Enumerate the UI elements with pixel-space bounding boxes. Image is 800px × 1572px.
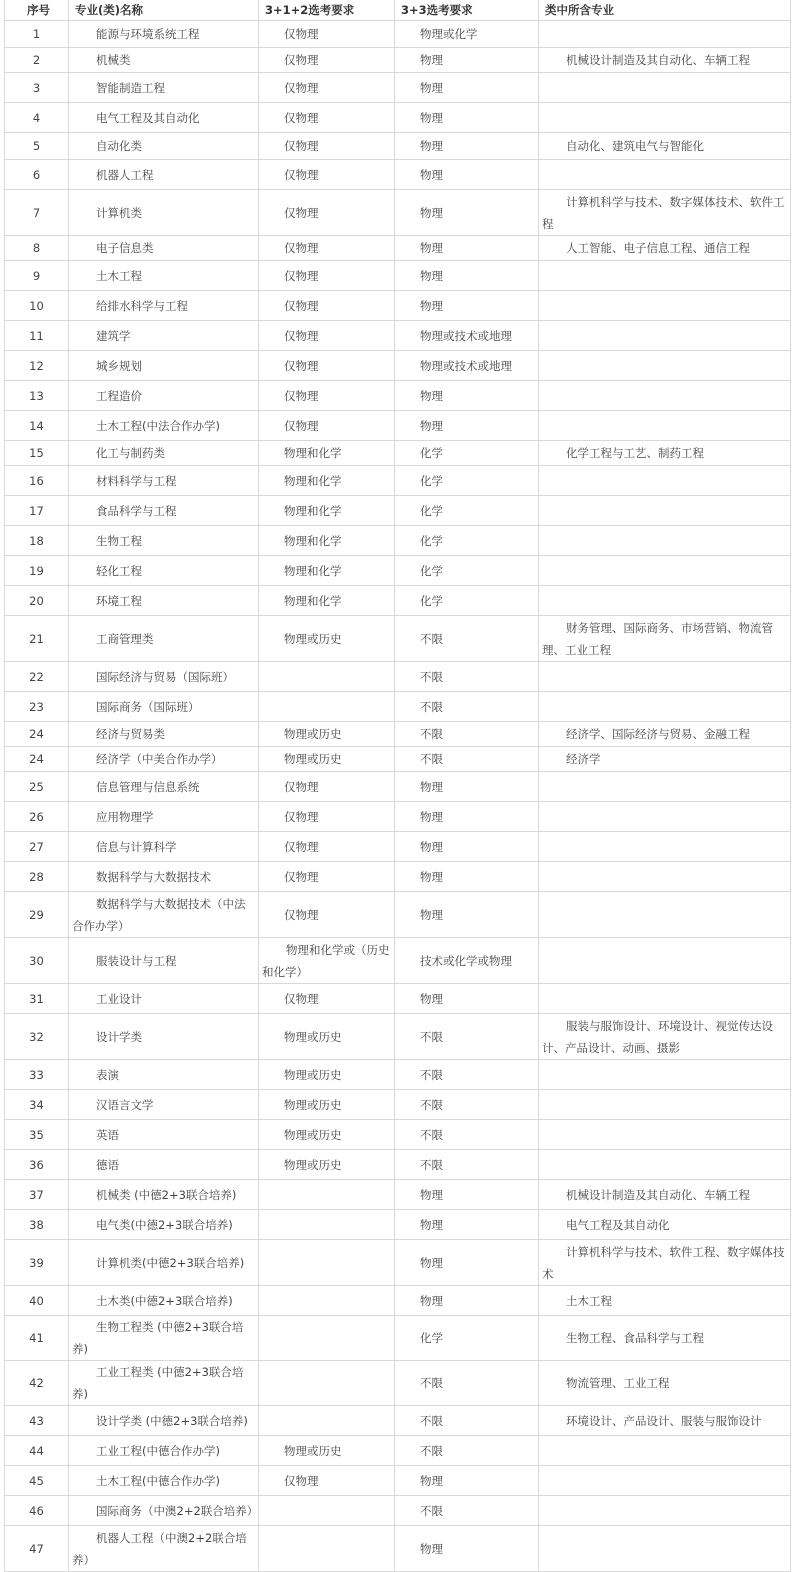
header-312-requirement: 3+1+2选考要求 — [259, 0, 395, 21]
cell-included-majors — [539, 556, 791, 586]
header-index: 序号 — [5, 0, 69, 21]
table-row — [5, 616, 791, 662]
cell-included-majors — [539, 938, 791, 984]
table-row — [5, 381, 791, 411]
cell-312-requirement: 物理和化学 — [259, 586, 395, 616]
cell-included-majors — [539, 586, 791, 616]
cell-major-name: 电气工程及其自动化 — [69, 103, 259, 133]
cell-index: 23 — [5, 692, 69, 722]
cell-33-requirement: 物理 — [395, 411, 539, 441]
cell-major-name: 设计学类 (中德2+3联合培养) — [69, 1406, 259, 1436]
cell-included-majors — [539, 321, 791, 351]
cell-included-majors — [539, 496, 791, 526]
table-row — [5, 1240, 791, 1286]
cell-312-requirement: 仅物理 — [259, 48, 395, 73]
cell-major-name: 智能制造工程 — [69, 73, 259, 103]
cell-index: 33 — [5, 1060, 69, 1090]
cell-312-requirement: 物理或历史 — [259, 1436, 395, 1466]
cell-major-name: 电气类(中德2+3联合培养) — [69, 1210, 259, 1240]
cell-33-requirement: 物理 — [395, 1180, 539, 1210]
cell-major-name: 国际商务（中澳2+2联合培养） — [69, 1496, 259, 1526]
cell-index: 34 — [5, 1090, 69, 1120]
table-row — [5, 160, 791, 190]
cell-33-requirement: 物理 — [395, 984, 539, 1014]
table-row — [5, 351, 791, 381]
cell-33-requirement: 物理 — [395, 103, 539, 133]
cell-312-requirement: 仅物理 — [259, 802, 395, 832]
cell-312-requirement: 物理或历史 — [259, 616, 395, 662]
cell-index: 28 — [5, 862, 69, 892]
cell-included-majors — [539, 1060, 791, 1090]
table-row — [5, 832, 791, 862]
cell-major-name: 自动化类 — [69, 133, 259, 160]
cell-312-requirement: 仅物理 — [259, 411, 395, 441]
cell-312-requirement: 物理或历史 — [259, 1120, 395, 1150]
cell-major-name: 英语 — [69, 1120, 259, 1150]
cell-included-majors — [539, 1466, 791, 1496]
cell-major-name: 工业工程(中德合作办学) — [69, 1436, 259, 1466]
cell-312-requirement: 仅物理 — [259, 73, 395, 103]
cell-index: 5 — [5, 133, 69, 160]
cell-included-majors — [539, 772, 791, 802]
cell-included-majors — [539, 1120, 791, 1150]
table-row — [5, 73, 791, 103]
cell-312-requirement: 物理和化学 — [259, 441, 395, 466]
cell-33-requirement: 化学 — [395, 496, 539, 526]
cell-included-majors — [539, 984, 791, 1014]
cell-312-requirement: 物理和化学 — [259, 526, 395, 556]
cell-33-requirement: 物理 — [395, 1526, 539, 1572]
cell-major-name: 计算机类(中德2+3联合培养) — [69, 1240, 259, 1286]
cell-major-name: 国际商务（国际班） — [69, 692, 259, 722]
table-row — [5, 133, 791, 160]
cell-major-name: 计算机类 — [69, 190, 259, 236]
cell-included-majors: 计算机科学与技术、数字媒体技术、软件工程 — [539, 190, 791, 236]
cell-33-requirement: 化学 — [395, 466, 539, 496]
cell-included-majors — [539, 802, 791, 832]
cell-33-requirement: 物理 — [395, 892, 539, 938]
cell-33-requirement: 物理 — [395, 133, 539, 160]
cell-312-requirement: 物理或历史 — [259, 747, 395, 772]
cell-312-requirement: 物理或历史 — [259, 1150, 395, 1180]
cell-index: 17 — [5, 496, 69, 526]
cell-33-requirement: 不限 — [395, 1406, 539, 1436]
cell-33-requirement: 物理 — [395, 236, 539, 261]
cell-major-name: 设计学类 — [69, 1014, 259, 1060]
table-row — [5, 261, 791, 291]
table-row — [5, 722, 791, 747]
cell-major-name: 给排水科学与工程 — [69, 291, 259, 321]
cell-major-name: 表演 — [69, 1060, 259, 1090]
cell-33-requirement: 化学 — [395, 441, 539, 466]
table-row — [5, 556, 791, 586]
cell-33-requirement: 物理或技术或地理 — [395, 321, 539, 351]
cell-33-requirement: 不限 — [395, 1014, 539, 1060]
cell-major-name: 机械类 (中德2+3联合培养) — [69, 1180, 259, 1210]
cell-index: 9 — [5, 261, 69, 291]
cell-included-majors — [539, 692, 791, 722]
cell-index: 25 — [5, 772, 69, 802]
cell-included-majors: 自动化、建筑电气与智能化 — [539, 133, 791, 160]
cell-major-name: 土木工程(中法合作办学) — [69, 411, 259, 441]
table-row — [5, 1406, 791, 1436]
cell-index: 3 — [5, 73, 69, 103]
cell-included-majors — [539, 1526, 791, 1572]
cell-major-name: 机械类 — [69, 48, 259, 73]
cell-major-name: 化工与制药类 — [69, 441, 259, 466]
cell-33-requirement: 不限 — [395, 1436, 539, 1466]
cell-index: 6 — [5, 160, 69, 190]
cell-index: 24 — [5, 747, 69, 772]
cell-included-majors: 环境设计、产品设计、服装与服饰设计 — [539, 1406, 791, 1436]
cell-312-requirement: 仅物理 — [259, 862, 395, 892]
table-row — [5, 1060, 791, 1090]
cell-33-requirement: 物理或化学 — [395, 21, 539, 48]
cell-index: 45 — [5, 1466, 69, 1496]
table-row — [5, 103, 791, 133]
cell-312-requirement: 仅物理 — [259, 351, 395, 381]
cell-major-name: 城乡规划 — [69, 351, 259, 381]
cell-33-requirement: 不限 — [395, 747, 539, 772]
cell-included-majors: 服装与服饰设计、环境设计、视觉传达设计、产品设计、动画、摄影 — [539, 1014, 791, 1060]
cell-312-requirement: 物理和化学 — [259, 496, 395, 526]
cell-33-requirement: 化学 — [395, 586, 539, 616]
cell-included-majors — [539, 466, 791, 496]
table-row — [5, 1150, 791, 1180]
cell-312-requirement: 仅物理 — [259, 984, 395, 1014]
cell-major-name: 生物工程 — [69, 526, 259, 556]
cell-33-requirement: 物理 — [395, 772, 539, 802]
cell-included-majors: 电气工程及其自动化 — [539, 1210, 791, 1240]
cell-index: 36 — [5, 1150, 69, 1180]
cell-33-requirement: 不限 — [395, 1496, 539, 1526]
cell-major-name: 工程造价 — [69, 381, 259, 411]
header-included-majors: 类中所含专业 — [539, 0, 791, 21]
cell-included-majors — [539, 103, 791, 133]
cell-33-requirement: 不限 — [395, 1090, 539, 1120]
cell-major-name: 数据科学与大数据技术（中法合作办学） — [69, 892, 259, 938]
cell-index: 42 — [5, 1361, 69, 1406]
cell-312-requirement: 物理和化学 — [259, 556, 395, 586]
table-row — [5, 802, 791, 832]
cell-312-requirement: 仅物理 — [259, 21, 395, 48]
table-row — [5, 1286, 791, 1316]
cell-major-name: 国际经济与贸易（国际班） — [69, 662, 259, 692]
cell-33-requirement: 不限 — [395, 1060, 539, 1090]
cell-312-requirement — [259, 1240, 395, 1286]
cell-33-requirement: 物理 — [395, 832, 539, 862]
cell-index: 8 — [5, 236, 69, 261]
cell-major-name: 工业工程类 (中德2+3联合培养) — [69, 1361, 259, 1406]
cell-included-majors: 经济学、国际经济与贸易、金融工程 — [539, 722, 791, 747]
cell-major-name: 信息与计算科学 — [69, 832, 259, 862]
cell-major-name: 工商管理类 — [69, 616, 259, 662]
cell-33-requirement: 物理 — [395, 1286, 539, 1316]
cell-33-requirement: 化学 — [395, 1316, 539, 1361]
cell-index: 19 — [5, 556, 69, 586]
cell-312-requirement — [259, 692, 395, 722]
cell-major-name: 环境工程 — [69, 586, 259, 616]
cell-312-requirement — [259, 1286, 395, 1316]
cell-included-majors — [539, 291, 791, 321]
table-row — [5, 1361, 791, 1406]
cell-included-majors — [539, 1150, 791, 1180]
cell-312-requirement: 物理或历史 — [259, 1014, 395, 1060]
cell-index: 47 — [5, 1526, 69, 1572]
cell-included-majors: 机械设计制造及其自动化、车辆工程 — [539, 48, 791, 73]
cell-33-requirement: 物理 — [395, 261, 539, 291]
cell-major-name: 数据科学与大数据技术 — [69, 862, 259, 892]
cell-index: 10 — [5, 291, 69, 321]
cell-312-requirement: 仅物理 — [259, 133, 395, 160]
cell-index: 30 — [5, 938, 69, 984]
cell-index: 41 — [5, 1316, 69, 1361]
cell-33-requirement: 物理 — [395, 190, 539, 236]
header-major-name: 专业(类)名称 — [69, 0, 259, 21]
table-row — [5, 1316, 791, 1361]
cell-312-requirement: 物理和化学 — [259, 466, 395, 496]
cell-index: 11 — [5, 321, 69, 351]
cell-index: 15 — [5, 441, 69, 466]
cell-33-requirement: 物理或技术或地理 — [395, 351, 539, 381]
cell-312-requirement: 物理或历史 — [259, 722, 395, 747]
cell-33-requirement: 物理 — [395, 862, 539, 892]
cell-312-requirement: 仅物理 — [259, 892, 395, 938]
cell-33-requirement: 物理 — [395, 1466, 539, 1496]
cell-included-majors: 生物工程、食品科学与工程 — [539, 1316, 791, 1361]
cell-index: 18 — [5, 526, 69, 556]
cell-included-majors — [539, 892, 791, 938]
table-row — [5, 1526, 791, 1572]
cell-included-majors — [539, 73, 791, 103]
cell-312-requirement — [259, 1526, 395, 1572]
table-row — [5, 411, 791, 441]
cell-33-requirement: 物理 — [395, 1240, 539, 1286]
cell-major-name: 材料科学与工程 — [69, 466, 259, 496]
cell-312-requirement: 物理或历史 — [259, 1060, 395, 1090]
cell-312-requirement — [259, 1210, 395, 1240]
table-row — [5, 190, 791, 236]
cell-index: 7 — [5, 190, 69, 236]
cell-33-requirement: 物理 — [395, 1210, 539, 1240]
cell-index: 21 — [5, 616, 69, 662]
cell-33-requirement: 技术或化学或物理 — [395, 938, 539, 984]
cell-major-name: 经济学（中美合作办学） — [69, 747, 259, 772]
table-row — [5, 772, 791, 802]
cell-major-name: 电子信息类 — [69, 236, 259, 261]
cell-included-majors — [539, 351, 791, 381]
cell-major-name: 土木工程(中德合作办学) — [69, 1466, 259, 1496]
table-row — [5, 1180, 791, 1210]
cell-major-name: 机器人工程 — [69, 160, 259, 190]
cell-33-requirement: 物理 — [395, 73, 539, 103]
table-row — [5, 21, 791, 48]
table-row — [5, 441, 791, 466]
cell-included-majors — [539, 160, 791, 190]
cell-312-requirement — [259, 1406, 395, 1436]
cell-major-name: 汉语言文学 — [69, 1090, 259, 1120]
table-row — [5, 466, 791, 496]
cell-33-requirement: 不限 — [395, 1361, 539, 1406]
cell-included-majors — [539, 1090, 791, 1120]
table-row — [5, 747, 791, 772]
cell-index: 2 — [5, 48, 69, 73]
table-row — [5, 692, 791, 722]
cell-312-requirement: 仅物理 — [259, 160, 395, 190]
cell-included-majors: 计算机科学与技术、软件工程、数字媒体技术 — [539, 1240, 791, 1286]
cell-33-requirement: 不限 — [395, 1150, 539, 1180]
cell-index: 22 — [5, 662, 69, 692]
cell-33-requirement: 化学 — [395, 526, 539, 556]
cell-included-majors — [539, 526, 791, 556]
cell-33-requirement: 物理 — [395, 802, 539, 832]
cell-included-majors — [539, 381, 791, 411]
table-row — [5, 662, 791, 692]
cell-major-name: 信息管理与信息系统 — [69, 772, 259, 802]
cell-index: 29 — [5, 892, 69, 938]
cell-312-requirement: 物理和化学或（历史和化学） — [259, 938, 395, 984]
cell-312-requirement — [259, 1316, 395, 1361]
cell-index: 20 — [5, 586, 69, 616]
cell-included-majors — [539, 1496, 791, 1526]
table-row — [5, 1496, 791, 1526]
cell-included-majors: 财务管理、国际商务、市场营销、物流管理、工业工程 — [539, 616, 791, 662]
cell-major-name: 生物工程类 (中德2+3联合培养) — [69, 1316, 259, 1361]
cell-major-name: 轻化工程 — [69, 556, 259, 586]
cell-included-majors: 人工智能、电子信息工程、通信工程 — [539, 236, 791, 261]
cell-312-requirement — [259, 1361, 395, 1406]
cell-312-requirement: 仅物理 — [259, 236, 395, 261]
table-row — [5, 1210, 791, 1240]
cell-included-majors: 经济学 — [539, 747, 791, 772]
table-row — [5, 1466, 791, 1496]
cell-index: 35 — [5, 1120, 69, 1150]
cell-312-requirement: 物理或历史 — [259, 1090, 395, 1120]
cell-included-majors — [539, 832, 791, 862]
cell-33-requirement: 物理 — [395, 381, 539, 411]
cell-33-requirement: 物理 — [395, 291, 539, 321]
cell-index: 13 — [5, 381, 69, 411]
table-row — [5, 1436, 791, 1466]
table-row — [5, 1120, 791, 1150]
cell-major-name: 应用物理学 — [69, 802, 259, 832]
cell-included-majors: 化学工程与工艺、制药工程 — [539, 441, 791, 466]
cell-included-majors: 物流管理、工业工程 — [539, 1361, 791, 1406]
cell-included-majors — [539, 21, 791, 48]
cell-312-requirement: 仅物理 — [259, 772, 395, 802]
table-row — [5, 1090, 791, 1120]
cell-index: 26 — [5, 802, 69, 832]
cell-included-majors: 机械设计制造及其自动化、车辆工程 — [539, 1180, 791, 1210]
cell-index: 39 — [5, 1240, 69, 1286]
cell-index: 24 — [5, 722, 69, 747]
table-row — [5, 526, 791, 556]
cell-included-majors — [539, 261, 791, 291]
table-row — [5, 1014, 791, 1060]
cell-312-requirement: 仅物理 — [259, 321, 395, 351]
cell-312-requirement: 仅物理 — [259, 261, 395, 291]
cell-33-requirement: 不限 — [395, 722, 539, 747]
cell-312-requirement: 仅物理 — [259, 381, 395, 411]
cell-major-name: 土木类(中德2+3联合培养) — [69, 1286, 259, 1316]
cell-312-requirement — [259, 1496, 395, 1526]
cell-index: 4 — [5, 103, 69, 133]
cell-index: 46 — [5, 1496, 69, 1526]
cell-33-requirement: 不限 — [395, 692, 539, 722]
cell-index: 27 — [5, 832, 69, 862]
majors-table — [4, 0, 791, 1572]
cell-312-requirement: 仅物理 — [259, 190, 395, 236]
cell-index: 43 — [5, 1406, 69, 1436]
table-row — [5, 862, 791, 892]
cell-312-requirement: 仅物理 — [259, 1466, 395, 1496]
cell-index: 14 — [5, 411, 69, 441]
cell-312-requirement: 仅物理 — [259, 832, 395, 862]
table-row — [5, 48, 791, 73]
cell-33-requirement: 物理 — [395, 48, 539, 73]
cell-major-name: 能源与环境系统工程 — [69, 21, 259, 48]
cell-major-name: 工业设计 — [69, 984, 259, 1014]
cell-33-requirement: 不限 — [395, 1120, 539, 1150]
cell-312-requirement — [259, 662, 395, 692]
cell-33-requirement: 化学 — [395, 556, 539, 586]
table-row — [5, 236, 791, 261]
cell-major-name: 食品科学与工程 — [69, 496, 259, 526]
table-row — [5, 586, 791, 616]
cell-index: 37 — [5, 1180, 69, 1210]
table-row — [5, 938, 791, 984]
cell-index: 44 — [5, 1436, 69, 1466]
cell-33-requirement: 物理 — [395, 160, 539, 190]
cell-index: 31 — [5, 984, 69, 1014]
cell-major-name: 经济与贸易类 — [69, 722, 259, 747]
cell-included-majors: 土木工程 — [539, 1286, 791, 1316]
cell-major-name: 土木工程 — [69, 261, 259, 291]
table-row — [5, 496, 791, 526]
table-row — [5, 984, 791, 1014]
cell-33-requirement: 不限 — [395, 616, 539, 662]
cell-index: 1 — [5, 21, 69, 48]
cell-index: 12 — [5, 351, 69, 381]
cell-included-majors — [539, 662, 791, 692]
cell-included-majors — [539, 862, 791, 892]
cell-major-name: 德语 — [69, 1150, 259, 1180]
cell-index: 16 — [5, 466, 69, 496]
header-33-requirement: 3+3选考要求 — [395, 0, 539, 21]
cell-index: 38 — [5, 1210, 69, 1240]
cell-major-name: 服装设计与工程 — [69, 938, 259, 984]
cell-included-majors — [539, 1436, 791, 1466]
cell-included-majors — [539, 411, 791, 441]
cell-312-requirement: 仅物理 — [259, 291, 395, 321]
table-row — [5, 291, 791, 321]
cell-312-requirement: 仅物理 — [259, 103, 395, 133]
cell-33-requirement: 不限 — [395, 662, 539, 692]
cell-index: 40 — [5, 1286, 69, 1316]
header-row — [5, 0, 791, 21]
table-row — [5, 892, 791, 938]
cell-312-requirement — [259, 1180, 395, 1210]
cell-major-name: 建筑学 — [69, 321, 259, 351]
table-row — [5, 321, 791, 351]
cell-major-name: 机器人工程（中澳2+2联合培养） — [69, 1526, 259, 1572]
cell-index: 32 — [5, 1014, 69, 1060]
